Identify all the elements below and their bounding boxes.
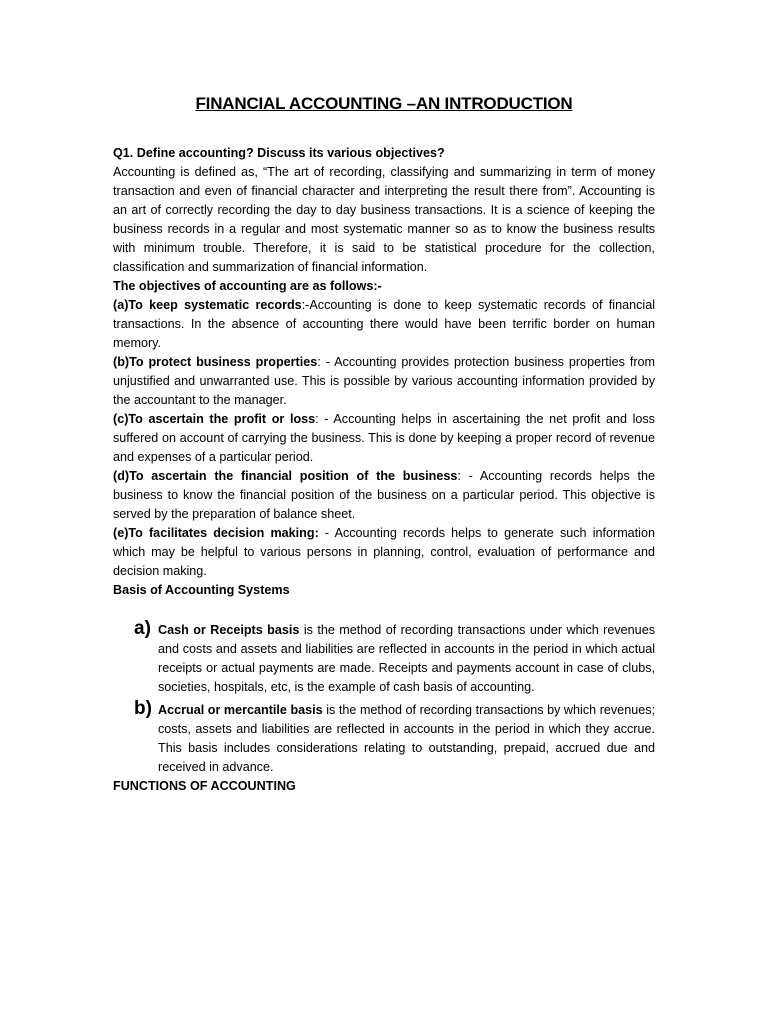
basis-text: is the method of recording transactions under which revenues and costs and assets and liabilities are reflected in accounts in the period in which actual receipts or actual payments are made. Receipts and payments account in case of clubs, societies, hospitals, etc, is the example of cash basis of accounting. [158,623,655,694]
spacer [113,600,655,621]
question-heading: Q1. Define accounting? Discuss its various objectives? [113,146,445,160]
objective-text: : - Accounting provides protection business properties from unjustified and unwarranted use. This is possible by various accounting information provided by the accountant to the manager. [113,355,656,407]
objective-label: (d)To ascertain the financial position of the business [113,469,458,483]
list-marker: a) [134,618,151,639]
objective-label: (a)To keep systematic records [113,298,302,312]
document-body [113,144,655,796]
objectives-heading: The objectives of accounting are as follows:- [113,279,382,293]
page-title: FINANCIAL ACCOUNTING –AN INTRODUCTION [195,94,573,113]
answer-paragraph: Accounting is defined as, “The art of recording, classifying and summarizing in term of money transaction and even of financial character and interpreting the result there from”. Accounting is an art of correctly recording the day to day business transactions. It is a science of keeping the business records in a regular and most systematic manner so as to know the business results with minimum trouble. Therefore, it is said to be statistical procedure for the collection, classification and summarization of financial information. [113,165,655,274]
objective-text: : - Accounting records helps the business to know the financial position of the business on a particular period. This objective is served by the preparation of balance sheet. [113,469,655,521]
objective-label: (c)To ascertain the profit or loss [113,412,316,426]
objective-item [113,296,655,353]
basis-label: Accrual or mercantile basis [158,703,323,717]
objective-label: (e)To facilitates decision making: [113,526,319,540]
objective-label: (b)To protect business properties [113,355,318,369]
objective-item [113,467,655,524]
objective-item [113,410,655,467]
basis-heading: Basis of Accounting Systems [113,583,290,597]
objective-text: :-Accounting is done to keep systematic records of financial transactions. In the absence of accounting there would have been terrific border on human memory. [113,298,655,350]
list-marker: b) [134,698,152,719]
basis-label: Cash or Receipts basis [158,623,300,637]
objective-text: : - Accounting helps in ascertaining the net profit and loss suffered on account of carrying the business. This is done by keeping a proper record of revenue and expenses of a particular period. [113,412,655,464]
objective-item [113,524,655,581]
basis-item [113,618,655,697]
functions-heading: FUNCTIONS OF ACCOUNTING [113,779,296,793]
basis-text: is the method of recording transactions by which revenues; costs, assets and liabilities are reflected in accounts in the period in which they accrue. This basis includes considerations relating to outstanding, prepaid, accrued due and received in advance. [158,703,655,774]
objective-item [113,353,655,410]
basis-item [113,698,655,777]
objective-text: - Accounting records helps to generate such information which may be helpful to various persons in planning, control, evaluation of performance and decision making. [113,526,655,578]
